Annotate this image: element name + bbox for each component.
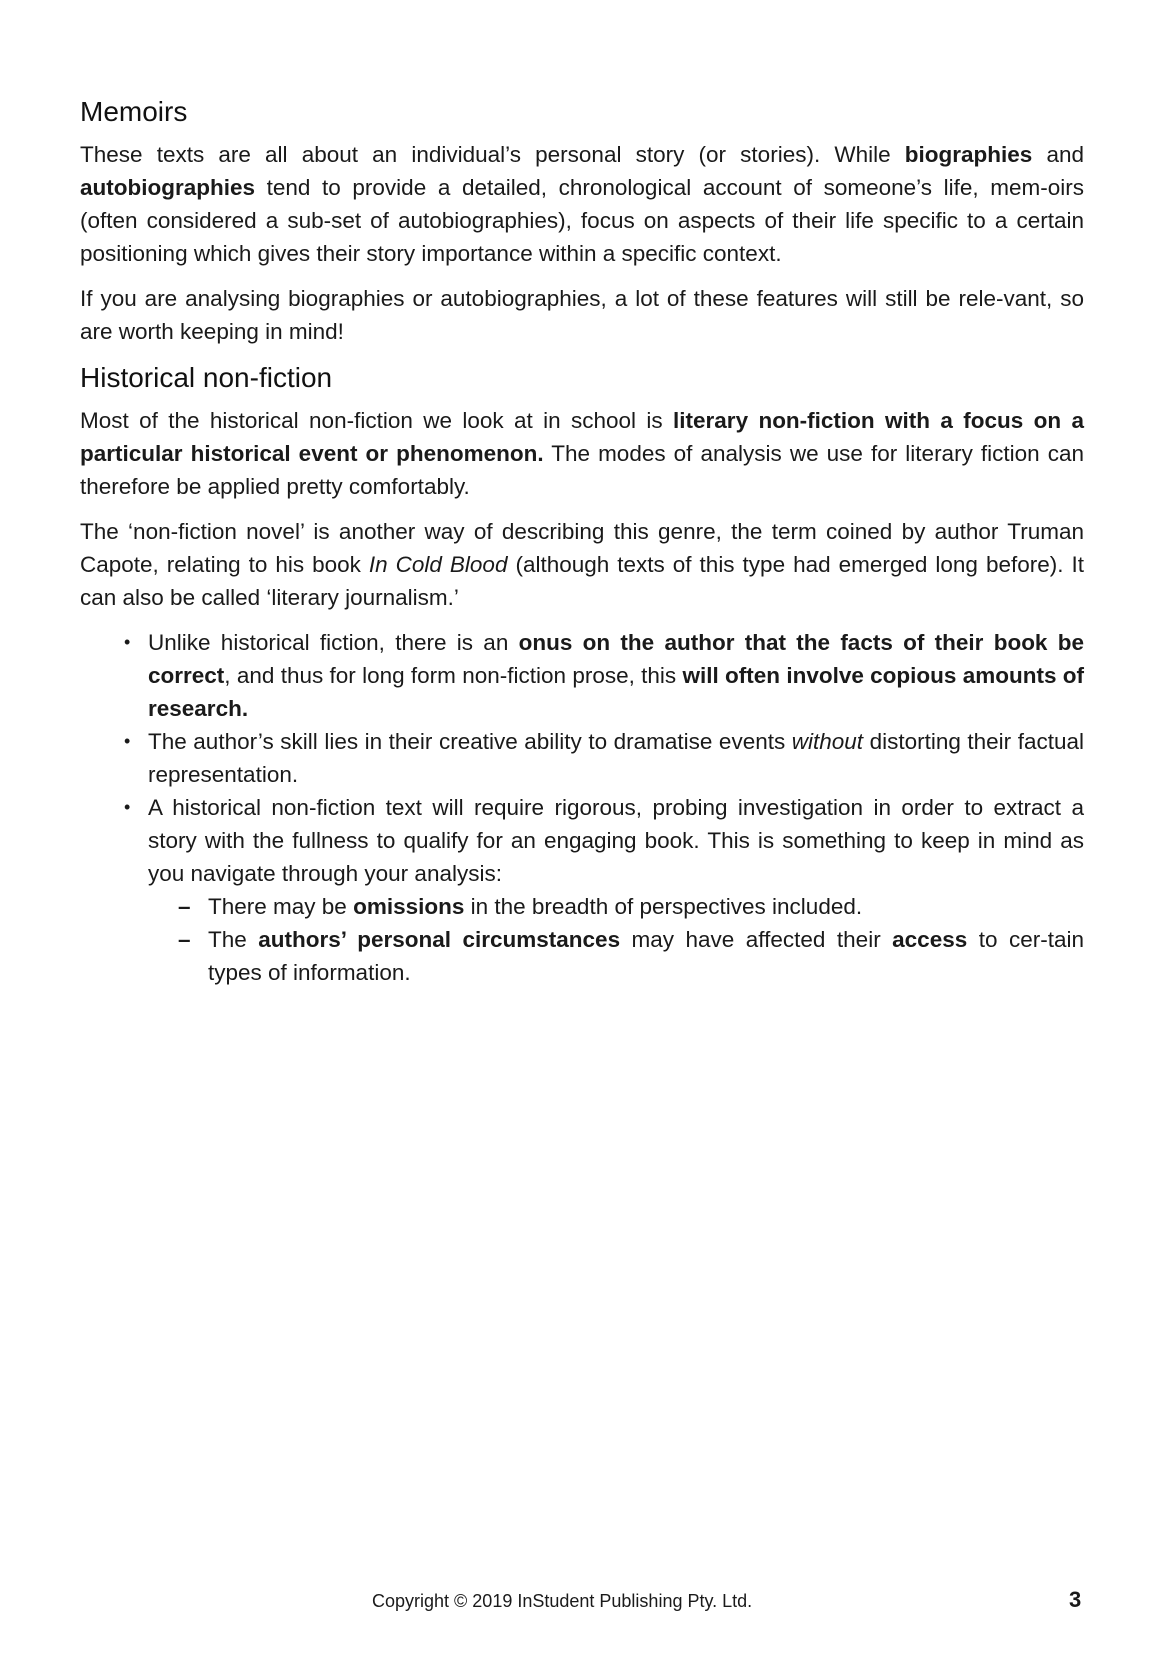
bold-text: literary non-fiction with a focus on a particular historical event or phenomenon. (80, 408, 1084, 466)
bullet-text (148, 729, 1084, 787)
text-run: A historical non-fiction text will require rigorous, probing investigation in order to extract a story with the fullness to qualify for an engaging book. This is something to keep in mind as you navigate through your analysis: (148, 795, 1084, 886)
section-heading-memoirs: Memoirs (80, 96, 188, 127)
text-run: These texts are all about an individual’s personal story (or stories). While (80, 142, 905, 167)
text-run: to cer-tain types of information. (208, 927, 1084, 985)
bold-text: access (892, 927, 968, 952)
italic-text: without (791, 729, 864, 754)
section-memoirs (80, 94, 1084, 348)
dash-icon: – (178, 927, 191, 952)
paragraph (80, 138, 1084, 270)
sub-bullet-item (148, 923, 1084, 989)
italic-text: In Cold Blood (368, 552, 508, 577)
text-run: may have affected their (620, 927, 893, 952)
text-run: (although texts of this type had emerged long before). It can also be called ‘literary journalism.’ (80, 552, 1084, 610)
text-run: in the breadth of perspectives included. (464, 894, 863, 919)
bold-text: authors’ personal circumstances (258, 927, 621, 952)
bullet-item (80, 626, 1084, 725)
bullet-item (80, 725, 1084, 791)
bullet-icon: • (124, 731, 131, 751)
text-run: Unlike historical fiction, there is an (148, 630, 519, 655)
paragraph (80, 515, 1084, 614)
text-run: If you are analysing biographies or autobiographies, a lot of these features will still be rele-vant, so are worth keeping in mind! (80, 286, 1084, 344)
sub-bullet-list (148, 890, 1084, 989)
bold-text: autobiographies (80, 175, 256, 200)
text-run: Most of the historical non-fiction we look at in school is (80, 408, 674, 433)
copyright-notice: Copyright © 2019 InStudent Publishing Pty. Ltd. (372, 1591, 753, 1611)
sub-bullet-item (148, 890, 1084, 923)
text-run: The (208, 927, 259, 952)
bullet-item (80, 791, 1084, 989)
text-run: , and thus for long form non-fiction prose, this (224, 663, 683, 688)
section-historical-non-fiction (80, 360, 1084, 989)
sub-bullet-text (208, 894, 862, 919)
bullet-text (148, 795, 1084, 886)
bold-text: biographies (904, 142, 1033, 167)
text-run: The author’s skill lies in their creative ability to dramatise events (148, 729, 792, 754)
bullet-icon: • (124, 797, 131, 817)
text-run: and (1032, 142, 1085, 167)
text-run: tend to provide a detailed, chronological account of someone’s life, mem-oirs (often considered a sub-set of autobiographies), focus on aspects of their life specific to a certain positioning which gives their story importance within a specific context. (80, 175, 1084, 266)
bold-text: omissions (353, 894, 465, 919)
page-number: 3 (1069, 1587, 1082, 1612)
paragraph (80, 404, 1084, 503)
bullet-list (80, 626, 1084, 989)
sub-bullet-text (208, 927, 1084, 985)
paragraph (80, 282, 1084, 348)
page-footer (0, 1586, 1166, 1616)
bold-text: will often involve copious amounts of research. (148, 663, 1085, 721)
bullet-icon: • (124, 632, 131, 652)
text-run: The ‘non-fiction novel’ is another way of describing this genre, the term coined by author Truman Capote, relating to his book (80, 519, 1084, 577)
dash-icon: – (178, 894, 191, 919)
page-content (80, 88, 1084, 989)
bold-text: onus on the author that the facts of their book be correct (148, 630, 1084, 688)
text-run: distorting their factual representation. (148, 729, 1084, 787)
text-run: The modes of analysis we use for literary fiction can therefore be applied pretty comfortably. (80, 441, 1084, 499)
text-run: There may be (208, 894, 354, 919)
bullet-text (148, 630, 1084, 721)
section-heading-historical-non-fiction: Historical non-fiction (80, 362, 333, 393)
